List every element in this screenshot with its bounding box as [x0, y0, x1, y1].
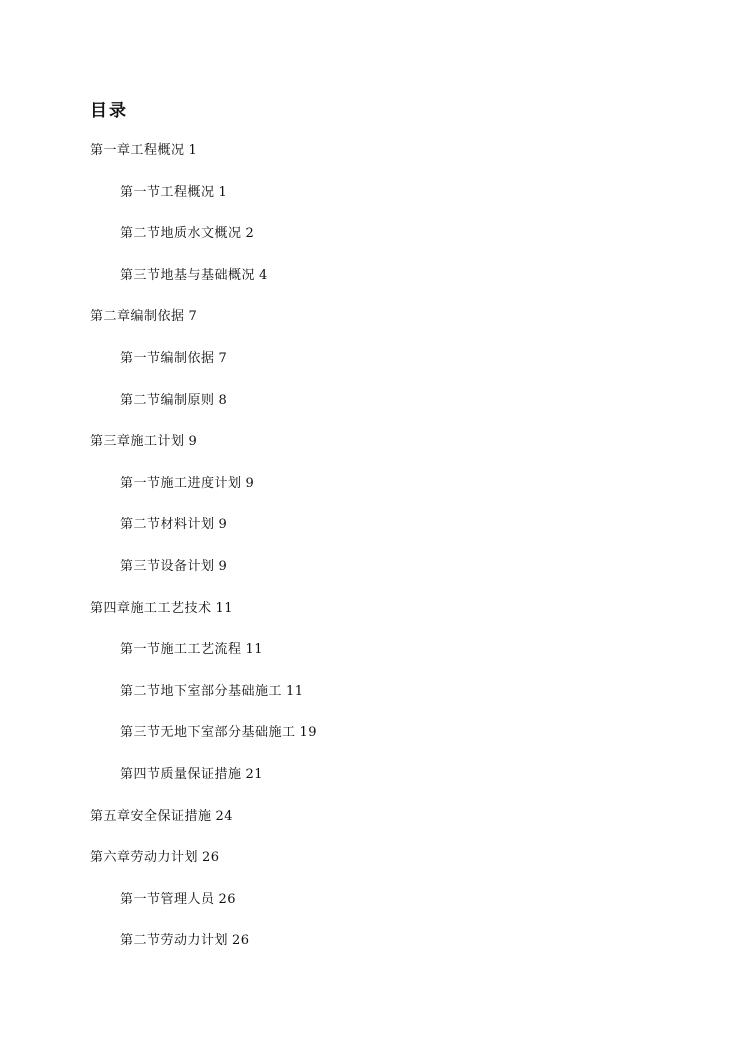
toc-section-entry[interactable] — [0, 557, 744, 599]
toc-entry-text: 第二章编制依据 — [90, 309, 185, 325]
toc-entry-text: 第一节施工进度计划 — [120, 475, 242, 491]
toc-entry-page-number: 26 — [202, 850, 220, 866]
toc-list — [0, 141, 744, 973]
toc-entry-text: 第三章施工计划 — [90, 434, 185, 450]
toc-entry-text: 第一章工程概况 — [90, 143, 185, 158]
toc-entry-page-number: 7 — [218, 350, 228, 366]
toc-entry-text: 第二节地质水文概况 — [120, 226, 242, 242]
toc-chapter-entry[interactable] — [0, 307, 744, 349]
toc-entry-text: 第三节地基与基础概况 — [120, 267, 256, 283]
toc-entry-text: 第四节质量保证措施 — [120, 766, 242, 782]
toc-chapter-entry[interactable] — [0, 807, 744, 849]
toc-entry-page-number: 7 — [188, 309, 198, 325]
toc-entry-page-number: 4 — [259, 267, 268, 283]
toc-section-entry[interactable] — [0, 640, 744, 682]
toc-entry-page-number: 8 — [218, 392, 228, 408]
toc-entry-text: 第二节编制原则 — [120, 392, 215, 408]
toc-chapter-entry[interactable] — [0, 432, 744, 474]
toc-section-entry[interactable] — [0, 931, 744, 973]
toc-entry-page-number: 9 — [218, 558, 228, 574]
toc-entry-page-number: 9 — [218, 517, 228, 533]
toc-entry-text: 第二节劳动力计划 — [120, 933, 229, 949]
toc-entry-page-number: 26 — [218, 891, 237, 907]
toc-section-entry[interactable] — [0, 391, 744, 433]
toc-entry-page-number: 11 — [286, 683, 304, 699]
toc-entry-text: 第一节管理人员 — [120, 891, 215, 907]
toc-entry-page-number: 24 — [215, 808, 234, 824]
toc-entry-page-number: 11 — [245, 642, 264, 658]
toc-entry-page-number: 11 — [215, 600, 234, 616]
toc-section-entry[interactable] — [0, 349, 744, 391]
toc-section-entry[interactable] — [0, 890, 744, 932]
toc-entry-text: 第一节施工工艺流程 — [120, 642, 242, 658]
toc-entry-page-number: 9 — [188, 434, 198, 450]
toc-title: 目录 — [90, 101, 128, 121]
toc-chapter-entry[interactable] — [0, 848, 744, 890]
toc-entry-page-number: 26 — [232, 933, 250, 949]
toc-section-entry[interactable] — [0, 515, 744, 557]
toc-entry-text: 第三节设备计划 — [120, 558, 215, 574]
toc-entry-text: 第四章施工工艺技术 — [90, 600, 212, 616]
toc-entry-text: 第一节工程概况 — [120, 184, 215, 200]
toc-entry-text: 第六章劳动力计划 — [90, 850, 199, 866]
toc-section-entry[interactable] — [0, 474, 744, 516]
toc-entry-page-number: 19 — [299, 725, 318, 741]
toc-entry-text: 第三节无地下室部分基础施工 — [120, 725, 296, 741]
toc-entry-text: 第五章安全保证措施 — [90, 808, 212, 824]
toc-entry-text: 第二节地下室部分基础施工 — [120, 683, 283, 699]
toc-chapter-entry[interactable] — [0, 141, 744, 183]
toc-entry-page-number: 9 — [245, 475, 255, 491]
toc-chapter-entry[interactable] — [0, 599, 744, 641]
toc-entry-page-number: 21 — [245, 766, 264, 782]
toc-section-entry[interactable] — [0, 682, 744, 724]
toc-section-entry[interactable] — [0, 183, 744, 225]
toc-entry-text: 第一节编制依据 — [120, 350, 215, 366]
toc-entry-page-number: 1 — [188, 143, 198, 158]
toc-section-entry[interactable] — [0, 266, 744, 308]
toc-section-entry[interactable] — [0, 765, 744, 807]
toc-entry-text: 第二节材料计划 — [120, 517, 215, 533]
toc-entry-page-number: 1 — [218, 184, 228, 200]
toc-section-entry[interactable] — [0, 224, 744, 266]
toc-section-entry[interactable] — [0, 723, 744, 765]
toc-entry-page-number: 2 — [245, 226, 255, 242]
